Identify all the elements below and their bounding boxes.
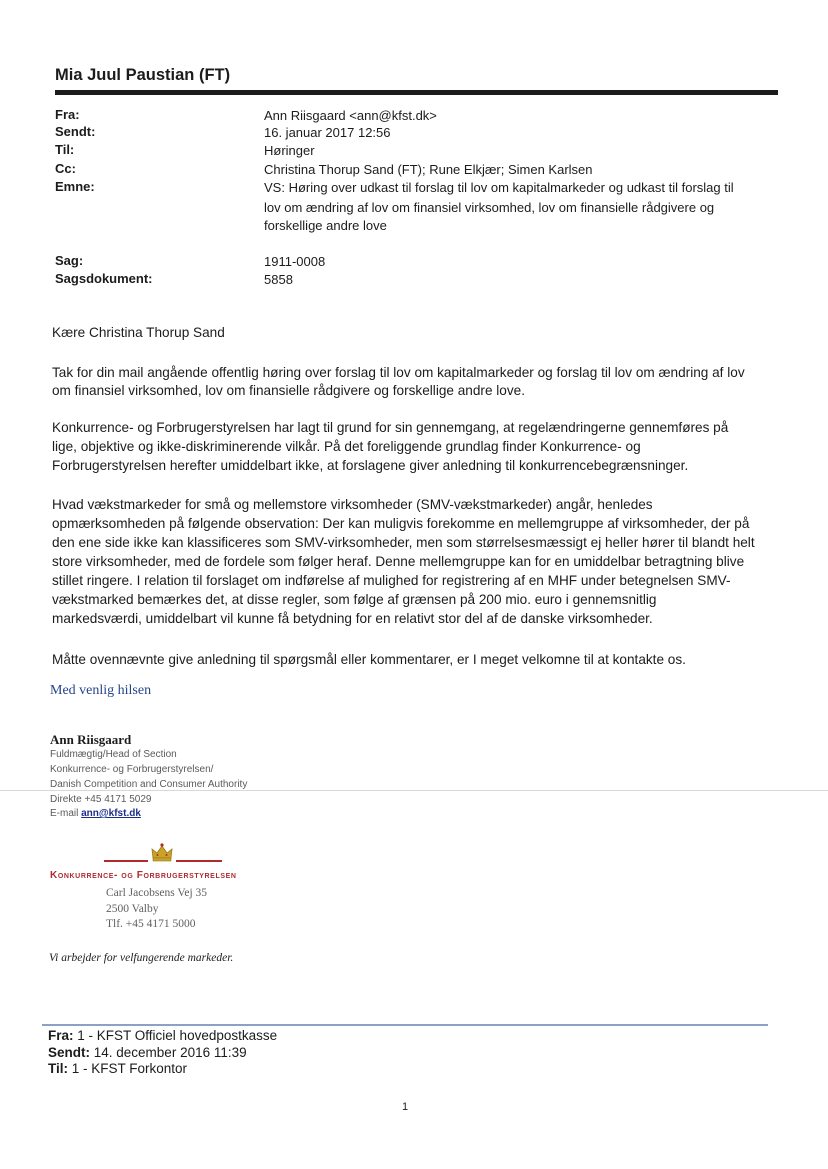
to-label: Til: (55, 142, 75, 157)
forward-to-label: Til: (48, 1061, 68, 1076)
logo-wordmark: Konkurrence- og Forbrugerstyrelsen (50, 870, 237, 881)
logo-rule-right (176, 860, 222, 862)
forward-to (48, 1061, 187, 1076)
signature-direct: Direkte +45 4171 5029 (50, 794, 152, 805)
scan-artifact-line (0, 790, 828, 791)
signature-email-label: E-mail (50, 808, 79, 819)
to-value: Høringer (264, 143, 315, 158)
paragraph-line: Konkurrence- og Forbrugerstyrelsen har lagt til grund for sin gennemgang, at regelændringerne gennemføres på (52, 420, 729, 435)
forward-from-label: Fra: (48, 1028, 74, 1043)
sent-label: Sendt: (55, 124, 96, 139)
forward-to-value: 1 - KFST Forkontor (71, 1061, 188, 1076)
logo-rule-left (104, 860, 148, 862)
signature-name: Ann Riisgaard (50, 732, 132, 747)
casedoc-value: 5858 (264, 272, 293, 287)
header-rule (55, 90, 778, 95)
paragraph-line: lige, objektive og ikke-diskriminerende vilkår. På det foreliggende grundlag finder Konkurrence- og (52, 439, 641, 454)
casedoc-label: Sagsdokument: (55, 271, 153, 286)
address-street: Carl Jacobsens Vej 35 (106, 887, 208, 899)
signature-motto: Vi arbejder for velfungerende markeder. (49, 952, 234, 964)
paragraph-line: den ene side ikke kan klassificeres som SMV-virksomheder, men som størrelsesmæssigt ej heller hører til blandt helt (52, 535, 755, 550)
paragraph-line: vækstmarked bemærkes det, at disse regler, som følge af grænsen på 200 mio. euro i gennemsnitlig (52, 592, 657, 607)
subject-line-1: VS: Høring over udkast til forslag til lov om kapitalmarkeder og udkast til forslag til (264, 180, 734, 195)
forward-sent-value: 14. december 2016 11:39 (93, 1045, 247, 1060)
subject-label: Emne: (55, 179, 95, 194)
signature-org-en: Danish Competition and Consumer Authority (50, 779, 248, 790)
paragraph-4: Måtte ovennævnte give anledning til spørgsmål eller kommentarer, er I meget velkomne til at kontakte os. (52, 652, 686, 667)
case-value: 1911-0008 (264, 254, 326, 269)
signature-email-link[interactable]: ann@kfst.dk (81, 808, 141, 819)
from-value: Ann Riisgaard <ann@kfst.dk> (264, 108, 437, 123)
paragraph-line: stillet ringere. I relation til forslaget om indførelse af mulighed for registrering af en MHF under betegnelsen SMV- (52, 573, 731, 588)
crown-icon (149, 842, 175, 864)
paragraph-line: markedsværdi, umiddelbart vil kunne få betydning for en relativt stor del af de danske virksomheder. (52, 611, 653, 626)
paragraph-line: Hvad vækstmarkeder for små og mellemstore virksomheder (SMV-vækstmarkeder) angår, henledes (52, 497, 653, 512)
case-label: Sag: (55, 253, 84, 268)
address-phone: Tlf. +45 4171 5000 (106, 918, 196, 930)
paragraph-line: Tak for din mail angående offentlig høring over forslag til lov om kapitalmarkeder og forslag til lov om ændring af lov (52, 365, 745, 380)
signature-org-da: Konkurrence- og Forbrugerstyrelsen/ (50, 764, 214, 775)
forward-sent-label: Sendt: (48, 1045, 90, 1060)
subject-line-2: lov om ændring af lov om finansiel virksomhed, lov om finansielle rådgivere og (264, 200, 715, 215)
paragraph-line: Forbrugerstyrelsen herefter umiddelbart ikke, at forslagene giver anledning til konkurrencebegrænsninger. (52, 458, 689, 473)
paragraph-line: opmærksomheden på følgende observation: Der kan muligvis forekomme en mellemgruppe af virksomheder, der på (52, 516, 750, 531)
forward-separator (42, 1024, 768, 1026)
from-label: Fra: (55, 107, 80, 122)
cc-value: Christina Thorup Sand (FT); Rune Elkjær; Simen Karlsen (264, 162, 593, 177)
sent-value: 16. januar 2017 12:56 (264, 125, 391, 140)
document-owner-name: Mia Juul Paustian (FT) (55, 66, 231, 84)
greeting: Kære Christina Thorup Sand (52, 325, 225, 340)
signature-email (50, 808, 141, 819)
subject-line-3: forskellige andre love (264, 218, 387, 233)
forward-sent (48, 1045, 247, 1060)
page-number: 1 (402, 1101, 409, 1113)
cc-label: Cc: (55, 161, 76, 176)
address-city: 2500 Valby (106, 903, 159, 915)
signature-title: Fuldmægtig/Head of Section (50, 749, 177, 760)
closing-phrase: Med venlig hilsen (50, 683, 152, 698)
forward-from (48, 1028, 277, 1043)
paragraph-line: om finansiel virksomhed, lov om finansielle rådgivere og forskellige andre love. (52, 383, 525, 398)
forward-from-value: 1 - KFST Officiel hovedpostkasse (77, 1028, 278, 1043)
paragraph-line: store virksomheder, med de fordele som følger heraf. Denne mellemgruppe kan for en umiddelbar betragtning blive (52, 554, 745, 569)
